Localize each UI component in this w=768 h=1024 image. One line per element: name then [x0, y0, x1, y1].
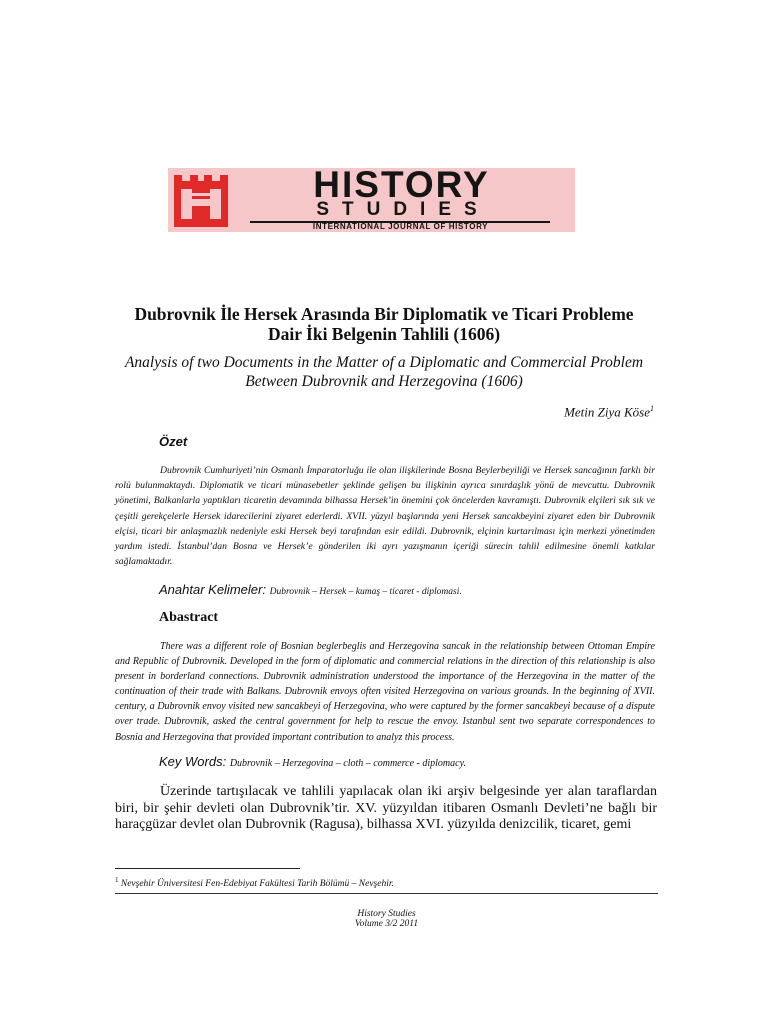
- key-words: [159, 754, 466, 769]
- logo-subword: STUDIES: [316, 199, 490, 220]
- footnote: [115, 876, 394, 889]
- page-footer: [115, 909, 658, 929]
- article-title-line-2: Dair İki Belgenin Tahlili (1606): [267, 324, 501, 344]
- journal-logo: [168, 164, 575, 232]
- ozet-text: Dubrovnik Cumhuriyeti’nin Osmanlı İmparatorluğu ile olan ilişkilerinde Bosna Beylerbeyiliği ve Hersek sancağının farklı bir rolü bulunmaktaydı. Diplomatik ve ticari münasebetler şeklinde gelişen bu ilişkinin ayrıca sınırdaşlık yönü de mevcuttu. Dubrovnik yönetimi, Balkanlarla yaptıkları ticaretin devamında bilhassa Hersek’in önemini çok öncelerden kavramıştı. Dubrovnik elçileri sık sık ve çeşitli gerekçelerle Hersek idarecilerini ziyaret ederlerdi. XVII. yüzyıl başlarında yeni Hersek sancakbeyini ziyaret eden bir Dubrovnik elçisi, ticari bir anlaşmazlık nedeniyle eski Hersek beyi tarafından esir edildi. Dubrovnik, elçinin kurtarılması için merkezi yönetimden yardım istedi. İstanbul’dan Bosna ve Hersek’e gönderilen iki ayrı yazışmanın içeriği sürecin tahlil edilmesine önemli katkılar sağlamaktadır.: [115, 465, 655, 568]
- footer-volume: Volume 3/2 2011: [354, 919, 419, 929]
- ozet-paragraph: [115, 463, 655, 569]
- anahtar-kelimeler-label: Anahtar Kelimeler:: [159, 582, 266, 597]
- key-words-value: Dubrovnik – Herzegovina – cloth – commerce - diplomacy.: [229, 758, 466, 769]
- article-title-line-1: Dubrovnik İle Hersek Arasında Bir Diplomatik ve Ticari Probleme: [134, 304, 634, 324]
- footnote-mark: 1: [115, 876, 119, 884]
- logo-word: HISTORY: [313, 164, 490, 205]
- key-words-label: Key Words:: [159, 754, 227, 769]
- footer-journal: History Studies: [357, 909, 416, 919]
- author-name-text: Metin Ziya Köse: [564, 404, 650, 420]
- article-subtitle: [90, 353, 678, 391]
- author-footnote-mark: 1: [650, 404, 654, 413]
- abstract-paragraph: [115, 639, 655, 745]
- article-title: [90, 304, 678, 344]
- article-subtitle-line-2: Between Dubrovnik and Herzegovina (1606): [245, 373, 523, 390]
- history-studies-emblem-icon: [172, 171, 230, 229]
- abstract-heading: Abastract: [159, 610, 219, 625]
- body-paragraph: [115, 784, 657, 834]
- anahtar-kelimeler-value: Dubrovnik – Hersek – kumaş – ticaret - diplomasi.: [269, 587, 462, 597]
- body-text: Üzerinde tartışılacak ve tahlili yapılacak olan iki arşiv belgesinde yer alan taraflardan biri, bir şehir devleti olan Dubrovnik’tir. XV. yüzyıldan itibaren Osmanlı Devleti’ne bağlı bir haraçgüzar devlet olan Dubrovnik (Ragusa), bilhassa XVI. yüzyılda denizcilik, ticaret, gemi: [115, 784, 657, 833]
- ozet-heading: Özet: [159, 434, 188, 449]
- footnote-text: Nevşehir Üniversitesi Fen-Edebiyat Fakültesi Tarih Bölümü – Nevşehir.: [120, 879, 394, 890]
- author-name: [564, 404, 654, 420]
- logo-journal-name: INTERNATIONAL JOURNAL OF HISTORY: [312, 222, 489, 231]
- anahtar-kelimeler: [159, 582, 462, 597]
- footnote-separator: [115, 868, 300, 869]
- abstract-text: There was a different role of Bosnian beglerbeglis and Herzegovina sancak in the relationship between Ottoman Empire and Republic of Dubrovnik. Developed in the form of diplomatic and commercial relations in the direction of this relationship is also present in borderland connections. Dubrovnik administration understood the importance of the Herzegovina in the matter of the continuation of their trade with Balkans. Dubrovnik envoys often visited Herzegovina on various grounds. In the beginning of XVII. century, a Dubrovnik envoy visited new sancakbeyi of Herzegovina, who were captured by the former sancakbeyi because of a dispute over trade. Dubrovnik, asked the central government for help to rescue the envoy. Istanbul sent two separate correspondences to Bosnia and Herzegovina that provided important contribution to analyz this process.: [115, 641, 655, 743]
- footer-rule: [115, 893, 658, 894]
- article-subtitle-line-1: Analysis of two Documents in the Matter of a Diplomatic and Commercial Problem: [124, 354, 644, 371]
